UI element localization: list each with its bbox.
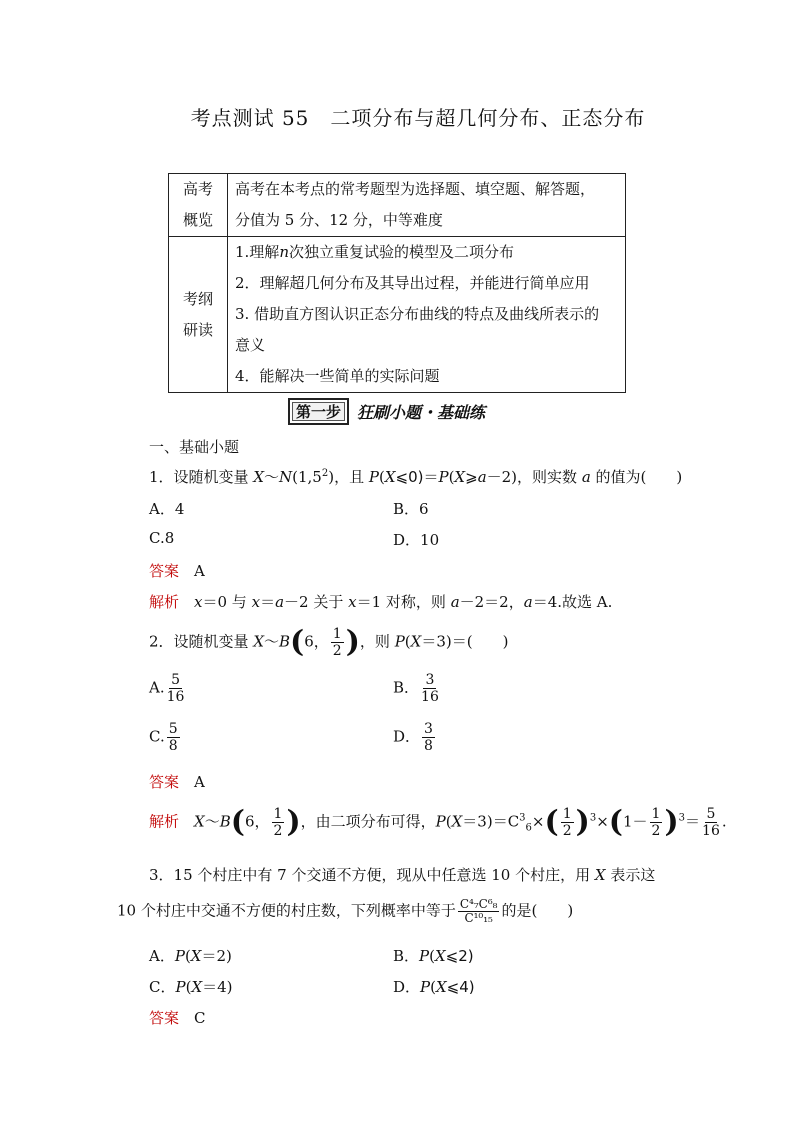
overview-row-gaokao bbox=[169, 174, 626, 237]
subscript: 6 bbox=[525, 822, 532, 834]
section-heading: 一、基础小题 bbox=[149, 438, 240, 456]
var: X bbox=[434, 947, 446, 965]
fraction bbox=[167, 672, 185, 705]
fraction bbox=[422, 721, 435, 754]
q1-analysis bbox=[149, 591, 612, 612]
var: X bbox=[253, 468, 264, 486]
denominator: 2 bbox=[651, 823, 661, 839]
numerator: 1 bbox=[651, 806, 661, 822]
denominator: 16 bbox=[702, 823, 720, 839]
text: C． bbox=[149, 978, 176, 996]
var: a bbox=[450, 593, 460, 611]
denominator: 16 bbox=[166, 689, 185, 705]
text: ＝1 对称，则 bbox=[356, 593, 451, 611]
q2-option-c bbox=[149, 721, 182, 754]
question-3-line2 bbox=[117, 898, 573, 925]
step-banner bbox=[288, 398, 485, 424]
text: －2 关于 bbox=[284, 593, 349, 611]
answer-value: A bbox=[194, 562, 205, 580]
fraction bbox=[650, 806, 663, 839]
analysis-label: 解析 bbox=[149, 593, 180, 611]
text: ( bbox=[184, 947, 191, 965]
var: B bbox=[279, 632, 291, 651]
fraction bbox=[421, 672, 439, 705]
text: ＝0 与 bbox=[202, 593, 252, 611]
var: X bbox=[194, 812, 205, 831]
text: ⩾ bbox=[465, 468, 478, 486]
text: 10 个村庄中交通不方便的村庄数，下列概率中等于 bbox=[117, 901, 456, 920]
var: P bbox=[174, 947, 185, 965]
text: B． bbox=[393, 947, 420, 965]
q1-option-d: D．10 bbox=[393, 531, 440, 549]
var: x bbox=[348, 593, 357, 611]
text: 6， bbox=[304, 632, 329, 651]
answer-label: 答案 bbox=[149, 773, 180, 791]
fraction bbox=[167, 721, 180, 754]
q3-option-d bbox=[393, 976, 475, 997]
numerator: C⁴₇C⁶₈ bbox=[459, 897, 498, 911]
text: × bbox=[596, 812, 609, 831]
label-line: 概览 bbox=[182, 211, 213, 229]
text: ⩽0)＝ bbox=[395, 468, 439, 486]
text: 2．设随机变量 bbox=[149, 632, 254, 651]
content-line: 分值为 5 分、12 分，中等难度 bbox=[235, 211, 443, 229]
superscript: 3 bbox=[519, 812, 526, 824]
text: )，且 bbox=[328, 468, 369, 486]
q3-option-c bbox=[149, 976, 233, 997]
text: 1－ bbox=[622, 812, 648, 831]
syllabus-item-1 bbox=[235, 237, 625, 268]
text: 6， bbox=[244, 812, 270, 831]
var: N bbox=[279, 468, 293, 486]
overview-table bbox=[168, 173, 626, 393]
overview-row-content bbox=[228, 174, 626, 237]
left-paren: ( bbox=[290, 624, 305, 660]
answer-label: 答案 bbox=[149, 562, 180, 580]
q1-option-c: C.8 bbox=[149, 529, 175, 547]
text: 次独立重复试验的模型及二项分布 bbox=[288, 243, 514, 261]
superscript: 3 bbox=[589, 812, 597, 824]
analysis-label: 解析 bbox=[149, 812, 180, 831]
text: (1,5 bbox=[292, 468, 322, 486]
page-title: 考点测试 55 二项分布与超几何分布、正态分布 bbox=[190, 106, 646, 130]
fraction bbox=[702, 806, 720, 839]
text: 1.理解 bbox=[235, 243, 280, 261]
text: ～ bbox=[264, 468, 280, 486]
option-label: A. bbox=[149, 678, 165, 697]
text: 3．15 个村庄中有 7 个交通不方便，现从中任意选 10 个村庄，用 bbox=[149, 866, 595, 884]
step-text: 狂刷小题・基础练 bbox=[357, 402, 486, 422]
answer-value: A bbox=[194, 773, 205, 791]
numerator: 5 bbox=[168, 721, 178, 737]
answer-label: 答案 bbox=[149, 1009, 180, 1027]
numerator: 1 bbox=[332, 626, 342, 642]
q2-option-d bbox=[393, 721, 437, 754]
syllabus-item-3-cont: 意义 bbox=[235, 336, 266, 354]
var: a bbox=[477, 468, 487, 486]
denominator: 2 bbox=[332, 643, 342, 659]
option-label: D． bbox=[393, 727, 421, 746]
q3-option-b bbox=[393, 945, 474, 966]
numerator: 5 bbox=[706, 806, 716, 822]
syllabus-item-4: 4．能解决一些简单的实际问题 bbox=[235, 367, 440, 385]
option-label: C. bbox=[149, 727, 165, 746]
text: 1．设随机变量 bbox=[149, 468, 254, 486]
var: X bbox=[190, 947, 202, 965]
content-line: 高考在本考点的常考题型为选择题、填空题、解答题， bbox=[235, 180, 596, 198]
text: ( bbox=[429, 947, 435, 965]
var: X bbox=[410, 632, 422, 651]
var: x bbox=[251, 593, 261, 611]
var: P bbox=[368, 468, 379, 486]
text: －2)，则实数 bbox=[486, 468, 582, 486]
q2-option-b bbox=[393, 672, 441, 705]
var: a bbox=[581, 468, 591, 486]
fraction bbox=[331, 626, 344, 659]
numerator: 3 bbox=[424, 721, 433, 737]
text: ～ bbox=[204, 812, 220, 831]
var: P bbox=[419, 947, 430, 965]
var: a bbox=[523, 593, 533, 611]
overview-row-label bbox=[169, 237, 228, 393]
var: X bbox=[191, 978, 203, 996]
label-line: 考纲 bbox=[182, 289, 213, 308]
text: ( bbox=[404, 632, 411, 651]
var: X bbox=[435, 978, 447, 996]
numerator: 5 bbox=[171, 672, 180, 688]
text: ＝ bbox=[685, 812, 701, 831]
text: A． bbox=[149, 947, 175, 965]
text: ＝4.故选 A. bbox=[532, 593, 613, 611]
option-label: B． bbox=[393, 678, 420, 697]
var: X bbox=[253, 632, 264, 651]
numerator: 1 bbox=[273, 806, 283, 822]
var: n bbox=[279, 243, 289, 261]
text: × bbox=[531, 812, 545, 831]
left-paren: ( bbox=[608, 804, 623, 840]
text: ⩽4) bbox=[446, 978, 475, 996]
text: 的值为( ) bbox=[590, 468, 683, 486]
denominator: 2 bbox=[273, 823, 283, 839]
step-badge: 第一步 bbox=[288, 398, 349, 425]
right-paren: ) bbox=[664, 804, 679, 840]
text: 表示这 bbox=[605, 866, 656, 884]
question-1 bbox=[149, 466, 682, 487]
label-line: 高考 bbox=[182, 180, 213, 198]
denominator: 2 bbox=[562, 823, 572, 839]
text: ＝3)＝( ) bbox=[421, 632, 509, 651]
var: P bbox=[420, 978, 431, 996]
text: ＝4) bbox=[202, 978, 233, 996]
left-paren: ( bbox=[544, 804, 559, 840]
denominator: 8 bbox=[424, 738, 433, 754]
var: a bbox=[275, 593, 285, 611]
numerator: 3 bbox=[425, 672, 435, 688]
text: ⩽2) bbox=[445, 947, 474, 965]
q2-answer bbox=[149, 771, 205, 792]
q1-option-a: A．4 bbox=[149, 500, 185, 518]
text: ( bbox=[445, 812, 452, 831]
var: x bbox=[194, 593, 203, 611]
right-paren: ) bbox=[286, 804, 301, 840]
text: D． bbox=[393, 978, 421, 996]
answer-value: C bbox=[194, 1009, 206, 1027]
text: ( bbox=[448, 468, 455, 486]
text: . bbox=[721, 812, 727, 831]
fraction bbox=[561, 806, 574, 839]
text: ＝3)＝C bbox=[462, 812, 520, 831]
q1-option-b: B．6 bbox=[393, 500, 429, 518]
q2-analysis bbox=[149, 806, 727, 839]
text: 的是( ) bbox=[501, 901, 574, 920]
var: X bbox=[384, 468, 396, 486]
var: X bbox=[594, 866, 606, 884]
text: ＝2) bbox=[201, 947, 232, 965]
q3-answer bbox=[149, 1007, 206, 1028]
superscript: 2 bbox=[321, 468, 329, 479]
numerator: 1 bbox=[562, 806, 572, 822]
var: X bbox=[451, 812, 463, 831]
text: ( bbox=[185, 978, 192, 996]
question-3-line1 bbox=[149, 864, 655, 885]
text: ( bbox=[430, 978, 436, 996]
q3-option-a bbox=[149, 945, 232, 966]
label-line: 研读 bbox=[182, 320, 213, 339]
text: ，则 bbox=[359, 632, 395, 651]
text: ，由二项分布可得， bbox=[300, 812, 436, 831]
text: ( bbox=[378, 468, 385, 486]
denominator: 8 bbox=[168, 738, 178, 754]
var: P bbox=[435, 812, 446, 831]
overview-row-kaogang bbox=[169, 237, 626, 393]
right-paren: ) bbox=[345, 624, 360, 660]
syllabus-item-3: 3. 借助直方图认识正态分布曲线的特点及曲线所表示的 bbox=[235, 305, 600, 323]
left-paren: ( bbox=[230, 804, 245, 840]
fraction bbox=[272, 806, 285, 839]
overview-row-label bbox=[169, 174, 228, 237]
var: P bbox=[438, 468, 449, 486]
var: B bbox=[219, 812, 231, 831]
var: X bbox=[454, 468, 466, 486]
question-2 bbox=[149, 626, 508, 659]
denominator: C¹⁰₁₅ bbox=[464, 911, 493, 925]
var: P bbox=[394, 632, 405, 651]
text: ＝ bbox=[260, 593, 276, 611]
q2-option-a bbox=[149, 672, 186, 705]
var: P bbox=[175, 978, 186, 996]
text: ～ bbox=[264, 632, 280, 651]
q1-answer bbox=[149, 560, 205, 581]
superscript: 3 bbox=[678, 812, 686, 824]
overview-row-content bbox=[228, 237, 626, 393]
denominator: 16 bbox=[421, 689, 439, 705]
text: －2＝2， bbox=[459, 593, 524, 611]
right-paren: ) bbox=[575, 804, 590, 840]
syllabus-item-2: 2．理解超几何分布及其导出过程，并能进行简单应用 bbox=[235, 274, 590, 292]
fraction bbox=[458, 898, 500, 925]
